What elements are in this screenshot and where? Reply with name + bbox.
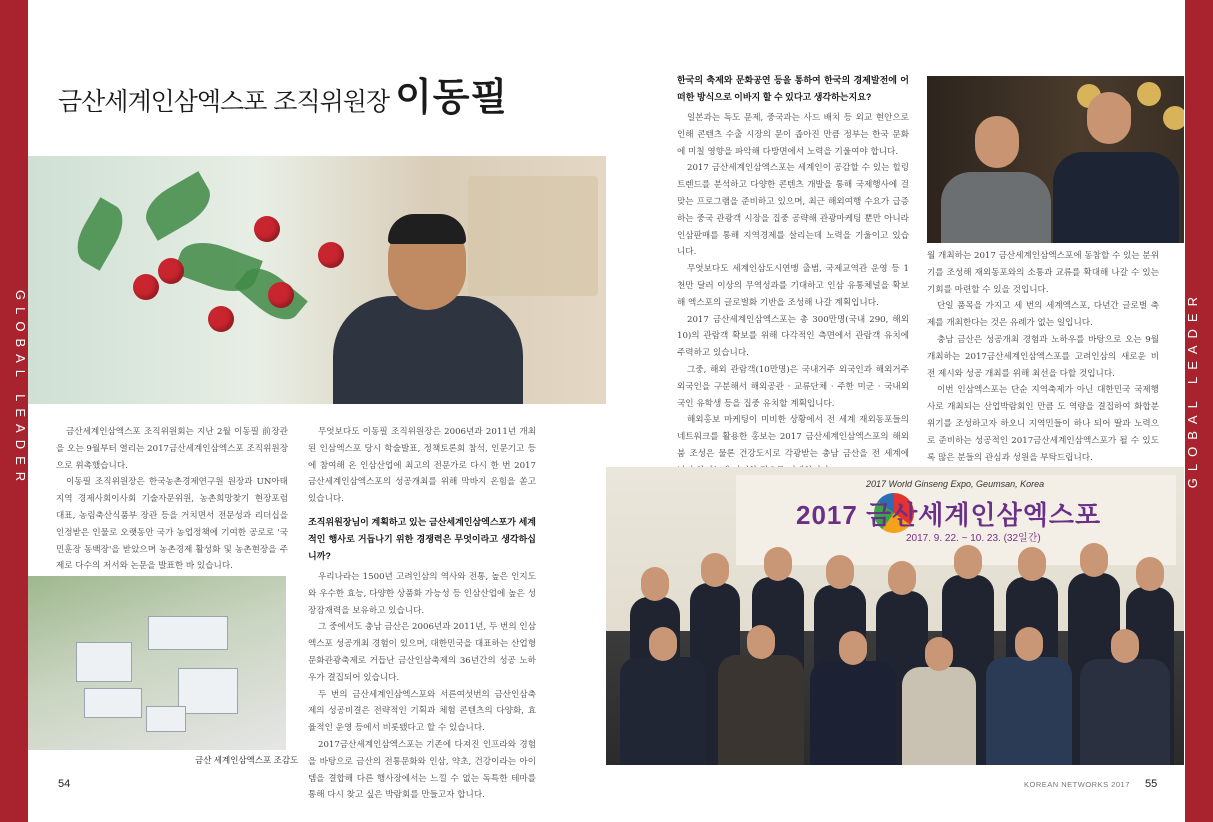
expo-site-model-photo xyxy=(28,576,286,750)
chairman-figure xyxy=(333,296,523,404)
group-member-seated xyxy=(718,655,804,765)
paragraph: 그중, 해외 관람객(10만명)은 국내거주 외국인과 해외거주 외국인을 구분해서 해외공관 · 교류단체 · 주한 미군 · 국내외국인 유학생 등을 집중 유치할 계획입니다. xyxy=(677,364,909,409)
paragraph: 충남 금산은 성공개최 경험과 노하우를 바탕으로 오는 9월 개최하는 2017금산세계인삼엑스포를 고려인삼의 새로운 비전 제시와 성공 개최를 위해 최선을 다할 것입니다. xyxy=(927,334,1159,379)
page-number-right: 55 xyxy=(1145,778,1158,790)
group-member-seated xyxy=(986,657,1072,765)
portrait-photo xyxy=(28,156,606,404)
paragraph: 무엇보다도 이동필 조직위원장은 2006년과 2011년 개최된 인삼엑스포 당시 학술발표, 정책토론회 참석, 인문기고 등에 참여해 온 인삼산업에 최고의 전문가로 다시 한 번 2017 금산세계인삼엑스포의 성공개최를 위해 막바지 온힘을 쏟고 있습니다. xyxy=(308,427,536,505)
pavilion-building xyxy=(146,706,186,732)
paragraph: 우리나라는 1500년 고려인삼의 역사와 전통, 높은 인지도와 우수한 효능, 다양한 상품화 가능성 등 인삼산업에 높은 성장잠재력을 보유하고 있습니다. xyxy=(308,571,536,616)
banner-title: 2017 금산세계인삼엑스포 xyxy=(796,500,1102,530)
article-headline xyxy=(58,66,508,121)
headline-name: 이동필 xyxy=(395,74,509,119)
paragraph: 금산세계인삼엑스포 조직위원회는 지난 2월 이동필 前장관을 오는 9월부터 열리는 2017금산세계인삼엑스포 조직위원장으로 위촉했습니다. xyxy=(56,427,288,471)
decor-flower xyxy=(1163,106,1184,130)
background-family-photo xyxy=(468,176,598,296)
ginseng-berry-illustration xyxy=(158,258,184,284)
chairman-hair xyxy=(388,214,466,244)
paragraph: 2017 금산세계인삼엑스포는 세계인이 공감할 수 있는 힐링 트렌드를 분석하고 다양한 콘텐츠 개발을 통해 국제행사에 걸맞는 프로그램을 준비하고 있으며, 최근 해외여행 수요가 급증하는 중국 관광객 시장을 집중 공략해 관광마케팅 뿐만 아니라 인삼판매를 통해 지역경제를 살리는데 노력을 기울이고 있습니다. xyxy=(677,163,909,258)
group-member-seated xyxy=(902,667,976,765)
paragraph: 일본과는 독도 문제, 중국과는 사드 배치 등 외교 현안으로 인해 콘텐츠 수출 시장의 문이 좁아진 만큼 정부는 한국 문화에 미칠 영향을 파악해 다방면에서 노력을 기울여야 합니다. xyxy=(677,113,909,157)
model-photo-caption: 금산 세계인삼엑스포 조감도 xyxy=(195,755,299,765)
paragraph: 2017금산세계인삼엑스포는 기존에 다져진 인프라와 경험을 바탕으로 금산의 전통문화와 인삼, 약초, 건강이라는 아이템을 결합해 다른 행사장에서는 느낄 수 없는 독특한 테마를 통해 다시 찾고 싶은 박람회를 만들고자 합니다. xyxy=(308,739,536,801)
page-number-left: 54 xyxy=(58,778,71,790)
group-member-seated xyxy=(810,661,896,765)
ginseng-berry-illustration xyxy=(133,274,159,300)
ginseng-leaf-illustration xyxy=(138,171,219,241)
interview-question: 조직위원장님이 계획하고 있는 금산세계인삼엑스포가 세계적인 행사로 거듭나기 위한 경쟁력은 무엇이라고 생각하십니까? xyxy=(308,516,536,561)
guest-figure xyxy=(941,172,1051,243)
ginseng-leaf-illustration xyxy=(68,197,131,270)
article-column-3 xyxy=(677,72,909,496)
paragraph: 두 번의 금산세계인삼엑스포와 서른여섯번의 금산인삼축제의 성공비결은 전략적인 기획과 체험 콘텐츠의 다양화, 효율적인 운영 등에서 비롯됐다고 할 수 있습니다. xyxy=(308,689,536,734)
publication-name: KOREAN NETWORKS 2017 xyxy=(1024,780,1130,789)
pavilion-building xyxy=(148,616,228,650)
paragraph: 그 중에서도 충남 금산은 2006년과 2011년, 두 번의 인삼엑스포 성공개최 경험이 있으며, 대한민국을 대표하는 산업형 문화관광축제로 거듭난 금산인삼축제의 36년간의 성공 노하우가 결집되어 있습니다. xyxy=(308,622,536,683)
headline-role: 금산세계인삼엑스포 조직위원장 xyxy=(58,87,390,116)
group-photo xyxy=(606,467,1184,765)
banner-subtitle: 2017 World Ginseng Expo, Geumsan, Korea xyxy=(866,479,1045,489)
guest-face xyxy=(975,116,1019,168)
paragraph: 이번 인삼엑스포는 단순 지역축제가 아닌 대한민국 국제행사로 개최되는 산업박람회인 만큼 도 역량을 결집하여 화합분위기를 조성하고자 하오니 지역민들이 하나 되어 딸과 노력으로 준비하는 성공적인 2017금산세계인삼엑스포가 될 수 있도록 많은 분들의 관심과 성원을 부탁드립니다. xyxy=(927,385,1159,463)
handshake-photo xyxy=(927,76,1184,243)
paragraph: 2017 금산세계인삼엑스포는 총 300만명(국내 290, 해외10)의 관람객 확보를 위해 다각적인 측면에서 관람객 유치에 주력하고 있습니다. xyxy=(677,314,909,359)
group-member-seated xyxy=(1080,659,1170,765)
pavilion-building xyxy=(178,668,238,714)
ginseng-berry-illustration xyxy=(318,242,344,268)
decor-flower xyxy=(1137,82,1161,106)
ginseng-berry-illustration xyxy=(254,216,280,242)
paragraph: 단일 품목을 가지고 세 번의 세계엑스포, 다년간 글로벌 축제를 개최한다는 것은 유례가 없는 일입니다. xyxy=(927,301,1159,329)
article-column-2 xyxy=(308,424,536,804)
right-section-label: GLOBAL LEADER xyxy=(1185,290,1200,489)
interview-question: 한국의 축제와 문화공연 등을 통하여 한국의 경제발전에 어떠한 방식으로 이바지 할 수 있다고 생각하는지요? xyxy=(677,75,909,102)
ginseng-berry-illustration xyxy=(208,306,234,332)
left-section-label: GLOBAL LEADER xyxy=(13,290,28,489)
article-column-1 xyxy=(56,424,288,575)
pavilion-building xyxy=(84,688,142,718)
paragraph: 해외홍보 마케팅이 미비한 상황에서 전 세계 재외동포들의 네트워크를 활용한 홍보는 2017 금산세계인삼엑스포의 해외붐 조성은 물론 건강도시로 각광받는 충남 금산을 전 세계에 xyxy=(677,415,909,459)
paragraph: 월 개최하는 2017 금산세계인삼엑스포에 동참할 수 있는 분위기를 조성해 재외동포와의 소통과 교류를 확대해 나갈 수 있는 기회를 마련할 수 있을 것입니다. xyxy=(927,251,1159,295)
article-column-4 xyxy=(927,248,1159,466)
pavilion-building xyxy=(76,642,132,682)
group-member-seated xyxy=(620,657,706,765)
official-figure xyxy=(1053,152,1179,243)
paragraph: 무엇보다도 세계인삼도시연맹 출범, 국제교역관 운영 등 1천만 달러 이상의 무역성과를 기대하고 인삼 유통체널을 확보해 엑스포의 글로벌화 기반을 조성해 나갈 계획입니다. xyxy=(677,264,909,308)
official-face xyxy=(1087,92,1131,144)
banner-date: 2017. 9. 22. ~ 10. 23. (32일간) xyxy=(906,533,1041,544)
ginseng-berry-illustration xyxy=(268,282,294,308)
paragraph: 이동필 조직위원장은 한국농촌경제연구원 원장과 UN아태지역 경제사회이사회 기술자문위원, 농촌희망찾기 현장포럼 대표, 농림축산식품부 장관 등을 거치면서 전문성과 리더십을 인정받은 인물로 오랫동안 국가 농업정책에 기여한 공로로 '국민훈장 동백장'을 받았으며 농촌경제 활성화 및 농촌현장을 주제로 다수의 저서와 논문을 발표한 바 있습니다. xyxy=(56,477,288,572)
